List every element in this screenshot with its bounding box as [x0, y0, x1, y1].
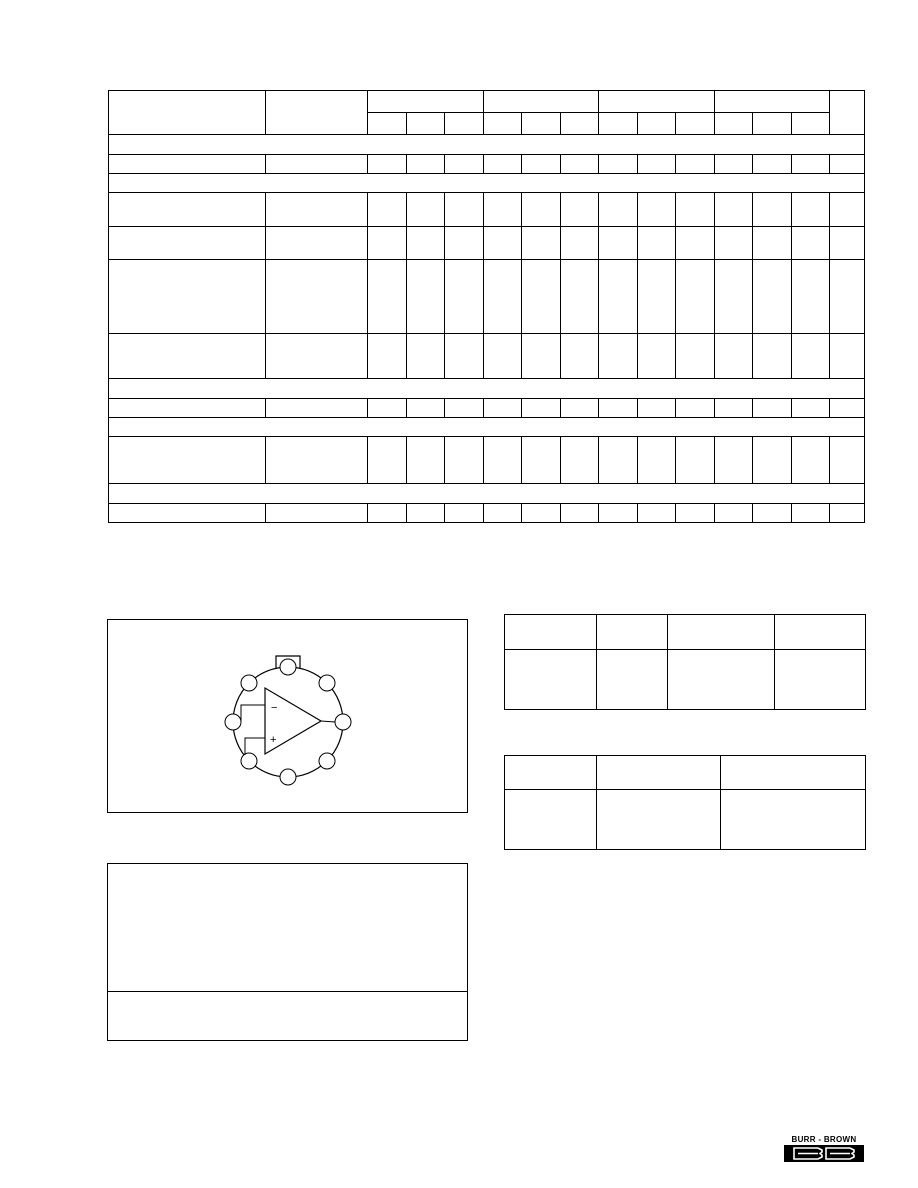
- table-cell: [792, 259, 830, 333]
- header-units-cell: [829, 91, 864, 135]
- logo-wordmark: BURR - BROWN: [791, 1135, 857, 1144]
- table-cell: [368, 334, 407, 379]
- subheader-cell: [522, 113, 561, 135]
- table-cell: [368, 437, 407, 483]
- table-row: [505, 650, 866, 710]
- package-table: [504, 755, 866, 850]
- table-cell: [792, 503, 830, 522]
- table-cell: [368, 503, 407, 522]
- subheader-cell: [484, 113, 522, 135]
- table-header-row: [505, 615, 866, 650]
- table-cell: [368, 193, 407, 226]
- table-cell: [445, 155, 484, 174]
- table-cell: [597, 650, 668, 710]
- table-cell: [638, 193, 676, 226]
- table-cell: [445, 399, 484, 418]
- table-cell: [109, 193, 266, 226]
- subheader-cell: [715, 113, 753, 135]
- table-cell: [715, 399, 753, 418]
- table-cell: [676, 437, 715, 483]
- table-cell: [597, 756, 721, 790]
- table-cell: [265, 334, 368, 379]
- table-cell: [109, 399, 266, 418]
- subheader-cell: [407, 113, 445, 135]
- table-row: [109, 155, 865, 174]
- table-cell: [368, 155, 407, 174]
- subheader-cell: [599, 113, 638, 135]
- table-cell: [445, 503, 484, 522]
- table-row: [109, 399, 865, 418]
- header-grade-group-3: [599, 91, 715, 113]
- table-cell: [676, 259, 715, 333]
- table-header-row: [505, 756, 866, 790]
- minus-symbol: −: [271, 702, 278, 714]
- section-row: [109, 483, 865, 503]
- noninverting-input-wire: [245, 738, 265, 755]
- table-cell: [753, 503, 792, 522]
- table-cell: [597, 615, 668, 650]
- section-cell: [109, 379, 865, 399]
- table-cell: [522, 437, 561, 483]
- table-cell: [638, 503, 676, 522]
- table-cell: [721, 756, 866, 790]
- table-cell: [753, 334, 792, 379]
- table-cell: [522, 503, 561, 522]
- table-cell: [407, 334, 445, 379]
- subheader-cell: [638, 113, 676, 135]
- output-wire: [321, 721, 335, 722]
- subheader-cell: [753, 113, 792, 135]
- pin-6: [335, 714, 351, 730]
- table-cell: [753, 259, 792, 333]
- table-row: [109, 334, 865, 379]
- table-cell: [668, 615, 775, 650]
- notes-divider: [108, 991, 467, 992]
- table-cell: [484, 193, 522, 226]
- table-cell: [829, 155, 864, 174]
- table-cell: [561, 155, 599, 174]
- table-cell: [775, 615, 866, 650]
- table-cell: [505, 756, 597, 790]
- table-cell: [407, 437, 445, 483]
- table-cell: [792, 155, 830, 174]
- table-cell: [753, 226, 792, 259]
- specifications-table: [108, 90, 865, 523]
- table-cell: [715, 334, 753, 379]
- table-cell: [561, 226, 599, 259]
- table-cell: [715, 437, 753, 483]
- table-row: [109, 226, 865, 259]
- table-cell: [522, 399, 561, 418]
- table-cell: [829, 437, 864, 483]
- table-cell: [561, 193, 599, 226]
- table-cell: [638, 226, 676, 259]
- inverting-input-wire: [241, 705, 265, 722]
- table-cell: [676, 334, 715, 379]
- table-cell: [109, 334, 266, 379]
- table-cell: [775, 650, 866, 710]
- pin-4: [280, 769, 296, 785]
- table-cell: [484, 155, 522, 174]
- table-cell: [368, 399, 407, 418]
- table-cell: [109, 155, 266, 174]
- table-cell: [829, 503, 864, 522]
- table-cell: [829, 259, 864, 333]
- table-cell: [484, 334, 522, 379]
- pin-7: [319, 675, 335, 691]
- pin-configuration-box: [107, 619, 468, 813]
- table-cell: [599, 334, 638, 379]
- section-row: [109, 135, 865, 155]
- table-cell: [676, 503, 715, 522]
- table-cell: [792, 399, 830, 418]
- subheader-cell: [676, 113, 715, 135]
- section-cell: [109, 174, 865, 193]
- table-cell: [753, 193, 792, 226]
- table-cell: [599, 437, 638, 483]
- plus-symbol: +: [270, 734, 277, 746]
- table-cell: [522, 334, 561, 379]
- header-grade-group-4: [715, 91, 830, 113]
- header-grade-group-2: [484, 91, 599, 113]
- table-cell: [599, 226, 638, 259]
- table-cell: [561, 399, 599, 418]
- table-cell: [522, 193, 561, 226]
- table-cell: [599, 155, 638, 174]
- header-grade-group-1: [368, 91, 484, 113]
- table-row: [505, 790, 866, 850]
- table-cell: [753, 399, 792, 418]
- logo-mark-block: [784, 1145, 864, 1162]
- table-cell: [109, 503, 266, 522]
- table-row: [109, 193, 865, 226]
- section-cell: [109, 418, 865, 437]
- table-cell: [599, 503, 638, 522]
- table-cell: [676, 226, 715, 259]
- table-cell: [445, 334, 484, 379]
- table-cell: [445, 193, 484, 226]
- header-conditions-cell: [265, 91, 368, 135]
- subheader-cell: [792, 113, 830, 135]
- section-row: [109, 379, 865, 399]
- section-cell: [109, 135, 865, 155]
- subheader-cell: [445, 113, 484, 135]
- table-cell: [109, 437, 266, 483]
- table-cell: [792, 334, 830, 379]
- table-cell: [715, 259, 753, 333]
- table-row: [109, 503, 865, 522]
- table-cell: [668, 650, 775, 710]
- table-cell: [265, 503, 368, 522]
- table-cell: [505, 650, 597, 710]
- pin-2: [225, 714, 241, 730]
- table-cell: [522, 226, 561, 259]
- table-cell: [407, 399, 445, 418]
- table-cell: [721, 790, 866, 850]
- table-cell: [407, 155, 445, 174]
- section-row: [109, 418, 865, 437]
- table-cell: [265, 399, 368, 418]
- table-cell: [445, 259, 484, 333]
- table-cell: [829, 193, 864, 226]
- table-cell: [829, 399, 864, 418]
- table-cell: [505, 615, 597, 650]
- table-cell: [265, 437, 368, 483]
- table-cell: [715, 155, 753, 174]
- table-header-row: [109, 91, 865, 113]
- table-cell: [484, 399, 522, 418]
- section-cell: [109, 483, 865, 503]
- table-cell: [407, 259, 445, 333]
- subheader-cell: [368, 113, 407, 135]
- table-cell: [599, 193, 638, 226]
- table-cell: [445, 226, 484, 259]
- pin-1: [241, 675, 257, 691]
- pin-3: [241, 753, 257, 769]
- table-cell: [676, 193, 715, 226]
- pin-5: [319, 753, 335, 769]
- table-cell: [753, 437, 792, 483]
- table-cell: [638, 437, 676, 483]
- table-cell: [265, 193, 368, 226]
- table-row: [109, 259, 865, 333]
- table-cell: [407, 193, 445, 226]
- table-cell: [561, 259, 599, 333]
- table-cell: [522, 259, 561, 333]
- table-cell: [265, 155, 368, 174]
- table-cell: [265, 226, 368, 259]
- table-cell: [368, 226, 407, 259]
- table-cell: [407, 503, 445, 522]
- table-cell: [109, 259, 266, 333]
- section-row: [109, 174, 865, 193]
- table-cell: [407, 226, 445, 259]
- table-cell: [484, 259, 522, 333]
- table-cell: [792, 226, 830, 259]
- table-cell: [638, 259, 676, 333]
- table-cell: [638, 399, 676, 418]
- table-cell: [265, 259, 368, 333]
- bb-mark-icon: [784, 1145, 864, 1162]
- notes-box: [107, 863, 468, 1041]
- header-parameter-cell: [109, 91, 266, 135]
- table-cell: [109, 226, 266, 259]
- table-cell: [715, 226, 753, 259]
- table-cell: [715, 503, 753, 522]
- table-cell: [753, 155, 792, 174]
- table-cell: [561, 437, 599, 483]
- table-cell: [522, 155, 561, 174]
- table-cell: [599, 399, 638, 418]
- table-cell: [676, 399, 715, 418]
- table-cell: [829, 334, 864, 379]
- burr-brown-logo: [784, 1136, 864, 1163]
- table-cell: [561, 503, 599, 522]
- table-cell: [445, 437, 484, 483]
- table-cell: [484, 226, 522, 259]
- table-cell: [505, 790, 597, 850]
- table-cell: [792, 193, 830, 226]
- table-cell: [676, 155, 715, 174]
- table-cell: [599, 259, 638, 333]
- subheader-cell: [561, 113, 599, 135]
- table-cell: [484, 437, 522, 483]
- table-cell: [792, 437, 830, 483]
- ordering-table: [504, 614, 866, 710]
- pin-diagram: [107, 619, 468, 813]
- table-cell: [829, 226, 864, 259]
- table-cell: [638, 334, 676, 379]
- table-cell: [597, 790, 721, 850]
- table-cell: [715, 193, 753, 226]
- table-row: [109, 437, 865, 483]
- pin-8: [280, 659, 296, 675]
- table-cell: [484, 503, 522, 522]
- table-cell: [561, 334, 599, 379]
- table-cell: [638, 155, 676, 174]
- table-cell: [368, 259, 407, 333]
